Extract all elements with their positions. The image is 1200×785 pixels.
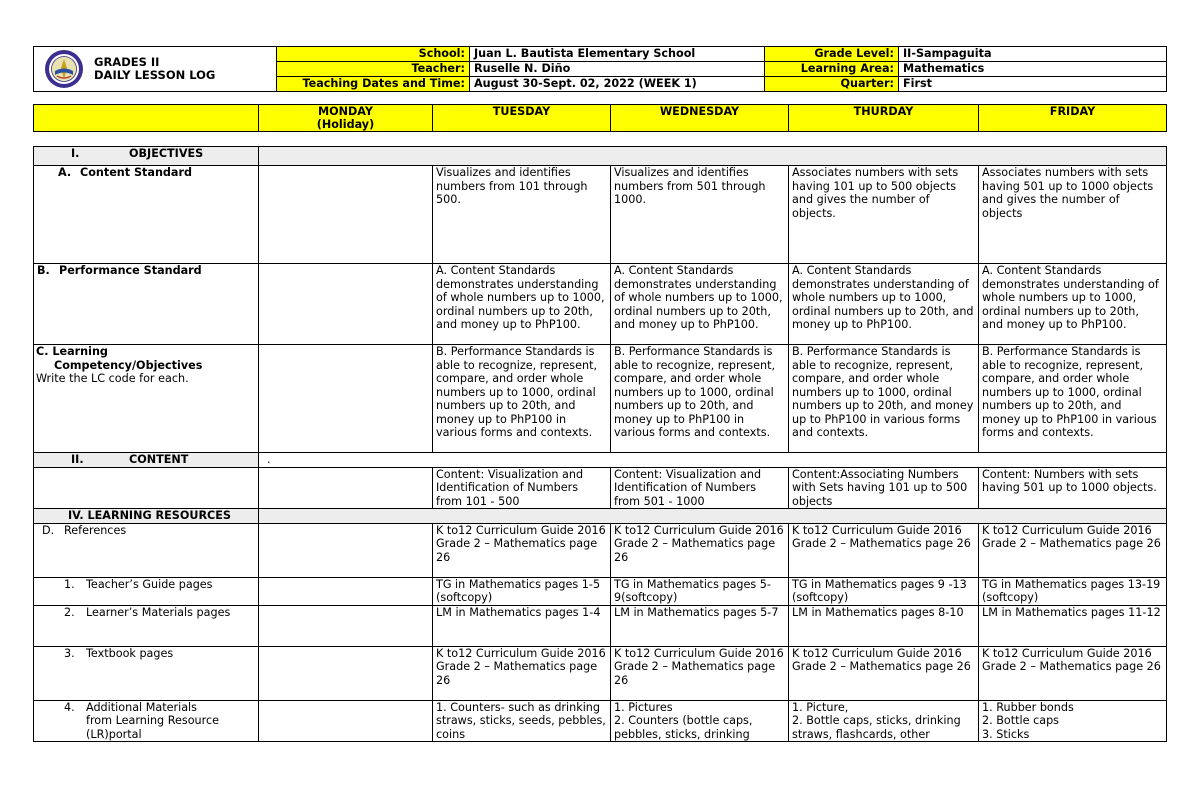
competency-wed: B. Performance Standards is able to recognize, represent, compare, and order whole numbers up to 1000, ordinal numbers up to 20th, and money up to PhP100 in various forms and contexts. [611, 345, 789, 453]
dates-value: August 30-Sept. 02, 2022 (WEEK 1) [470, 77, 765, 92]
content-tue: Content: Visualization and Identification of Numbers from 101 - 500 [433, 467, 611, 509]
lm-thu: LM in Mathematics pages 8-10 [789, 605, 979, 646]
days-table [33, 104, 1167, 132]
content-mon [259, 467, 433, 509]
additional-wed: 1. Pictures 2. Counters (bottle caps, pebbles, sticks, drinking [611, 700, 789, 742]
day-monday-note: (Holiday) [316, 118, 375, 131]
performance-standard-thu: A. Content Standards demonstrates understanding of whole numbers up to 1000, ordinal numbers up to 20th, and money up to PhP100. [789, 264, 979, 345]
header-logo-cell [34, 47, 277, 92]
textbook-label-cell [34, 646, 259, 700]
textbook-num: 3. [64, 646, 75, 660]
additional-tue: 1. Counters- such as drinking straws, sticks, seeds, pebbles, coins [433, 700, 611, 742]
teacher-label: Teacher: [277, 62, 470, 77]
quarter-label: Quarter: [765, 77, 899, 92]
competency-tue: B. Performance Standards is able to recognize, represent, compare, and order whole numbers up to 1000, ordinal numbers up to 20th, and money up to PhP100 in various forms and contexts. [433, 345, 611, 453]
additional-thu: 1. Picture, 2. Bottle caps, sticks, drinking straws, flashcards, other [789, 700, 979, 742]
content-header-row [34, 453, 1167, 468]
quarter-value: First [899, 77, 1167, 92]
additional-label: Additional Materials from Learning Resource (LR)portal [86, 700, 220, 741]
header-title-line1: GRADES II [94, 55, 160, 69]
deped-seal-icon [44, 49, 84, 89]
additional-mon [259, 700, 433, 742]
resources-header: IV. LEARNING RESOURCES [34, 509, 259, 524]
grade-label: Grade Level: [765, 47, 899, 62]
content-row [34, 467, 1167, 509]
objectives-fill [259, 147, 1167, 166]
competency-label1: C. Learning [36, 345, 108, 358]
school-label: School: [277, 47, 470, 62]
tg-thu: TG in Mathematics pages 9 -13 (softcopy) [789, 577, 979, 605]
school-value: Juan L. Bautista Elementary School [470, 47, 765, 62]
content-fri: Content: Numbers with sets having 501 up to 1000 objects. [979, 467, 1167, 509]
textbook-tue: K to12 Curriculum Guide 2016 Grade 2 – Mathematics page 26 [433, 646, 611, 700]
competency-thu: B. Performance Standards is able to recognize, represent, compare, and order whole numbers up to 1000, ordinal numbers up to 20th, and money up to PhP100 in various forms and contexts. [789, 345, 979, 453]
content-standard-label: Content Standard [80, 166, 193, 179]
lm-row [34, 605, 1167, 646]
objectives-header [34, 147, 259, 166]
references-label-cell [34, 523, 259, 577]
references-tue: K to12 Curriculum Guide 2016 Grade 2 – Mathematics page 26 [433, 523, 611, 577]
textbook-mon [259, 646, 433, 700]
content-standard-row [34, 166, 1167, 264]
textbook-fri: K to12 Curriculum Guide 2016 Grade 2 – Mathematics page 26 [979, 646, 1167, 700]
tg-row [34, 577, 1167, 605]
day-wednesday: WEDNESDAY [611, 105, 789, 132]
lm-mon [259, 605, 433, 646]
lm-label: Learner’s Materials pages [86, 605, 231, 619]
content-blank [34, 467, 259, 509]
content-num: II. [71, 453, 84, 466]
content-standard-thu: Associates numbers with sets having 101 up to 500 objects and gives the number of objects. [789, 166, 979, 264]
competency-label2: Competency/Objectives [54, 358, 203, 372]
tg-num: 1. [64, 577, 75, 591]
tg-tue: TG in Mathematics pages 1-5 (softcopy) [433, 577, 611, 605]
dates-label: Teaching Dates and Time: [277, 77, 470, 92]
lm-label-cell [34, 605, 259, 646]
day-monday [259, 105, 433, 132]
teacher-value: Ruselle N. Diño [470, 62, 765, 77]
header-title-line2: DAILY LESSON LOG [94, 68, 216, 82]
header-table [33, 46, 1167, 92]
references-mon [259, 523, 433, 577]
performance-standard-label: Performance Standard [59, 264, 202, 277]
area-value: Mathematics [899, 62, 1167, 77]
lm-fri: LM in Mathematics pages 11-12 [979, 605, 1167, 646]
references-wed: K to12 Curriculum Guide 2016 Grade 2 – Mathematics page 26 [611, 523, 789, 577]
additional-fri: 1. Rubber bonds 2. Bottle caps 3. Sticks [979, 700, 1167, 742]
performance-standard-tue: A. Content Standards demonstrates understanding of whole numbers up to 1000, ordinal numbers up to 20th, and money up to PhP100. [433, 264, 611, 345]
area-label: Learning Area: [765, 62, 899, 77]
content-header [34, 453, 259, 468]
day-thursday: THURDAY [789, 105, 979, 132]
performance-standard-mon [259, 264, 433, 345]
performance-standard-wed: A. Content Standards demonstrates understanding of whole numbers up to 1000, ordinal numbers up to 20th, and money up to PhP100. [611, 264, 789, 345]
competency-fri: B. Performance Standards is able to recognize, represent, compare, and order whole numbers up to 1000, ordinal numbers up to 20th, and money up to PhP100 in various forms and contexts. [979, 345, 1167, 453]
content-standard-wed: Visualizes and identifies numbers from 501 through 1000. [611, 166, 789, 264]
competency-row [34, 345, 1167, 453]
textbook-row [34, 646, 1167, 700]
resources-header-row [34, 509, 1167, 524]
days-blank-cell [34, 105, 259, 132]
additional-row [34, 700, 1167, 742]
content-standard-label-cell [34, 166, 259, 264]
performance-standard-row [34, 264, 1167, 345]
competency-mon [259, 345, 433, 453]
content-standard-num: A. [58, 166, 72, 179]
day-tuesday: TUESDAY [433, 105, 611, 132]
references-row [34, 523, 1167, 577]
grade-value: II-Sampaguita [899, 47, 1167, 62]
additional-num: 4. [64, 700, 75, 714]
additional-label-cell [34, 700, 259, 742]
content-wed: Content: Visualization and Identification of Numbers from 501 - 1000 [611, 467, 789, 509]
content-standard-mon [259, 166, 433, 264]
references-label: References [64, 523, 127, 537]
tg-wed: TG in Mathematics pages 5-9(softcopy) [611, 577, 789, 605]
content-label: CONTENT [129, 453, 189, 466]
content-dot-cell: . [259, 453, 1167, 468]
day-monday-label: MONDAY [318, 105, 373, 118]
content-standard-fri: Associates numbers with sets having 501 up to 1000 objects and gives the number of objects [979, 166, 1167, 264]
day-friday: FRIDAY [979, 105, 1167, 132]
content-thu: Content:Associating Numbers with Sets having 101 up to 500 objects [789, 467, 979, 509]
lm-num: 2. [64, 605, 75, 619]
tg-label-cell [34, 577, 259, 605]
performance-standard-label-cell [34, 264, 259, 345]
tg-mon [259, 577, 433, 605]
performance-standard-fri: A. Content Standards demonstrates understanding of whole numbers up to 1000, ordinal numbers up to 20th, and money up to PhP100. [979, 264, 1167, 345]
textbook-label: Textbook pages [86, 646, 174, 660]
content-standard-tue: Visualizes and identifies numbers from 101 through 500. [433, 166, 611, 264]
textbook-wed: K to12 Curriculum Guide 2016 Grade 2 – Mathematics page 26 [611, 646, 789, 700]
objectives-label: OBJECTIVES [129, 147, 204, 160]
tg-fri: TG in Mathematics pages 13-19 (softcopy) [979, 577, 1167, 605]
lm-wed: LM in Mathematics pages 5-7 [611, 605, 789, 646]
performance-standard-num: B. [37, 264, 50, 277]
lm-tue: LM in Mathematics pages 1-4 [433, 605, 611, 646]
references-num: D. [42, 523, 55, 537]
competency-note: Write the LC code for each. [36, 372, 189, 385]
tg-label: Teacher’s Guide pages [86, 577, 213, 591]
resources-fill [259, 509, 1167, 524]
objectives-num: I. [71, 147, 80, 160]
competency-label-cell [34, 345, 259, 453]
lesson-log-table [33, 146, 1167, 742]
textbook-thu: K to12 Curriculum Guide 2016 Grade 2 – Mathematics page 26 [789, 646, 979, 700]
references-thu: K to12 Curriculum Guide 2016 Grade 2 – Mathematics page 26 [789, 523, 979, 577]
references-fri: K to12 Curriculum Guide 2016 Grade 2 – Mathematics page 26 [979, 523, 1167, 577]
